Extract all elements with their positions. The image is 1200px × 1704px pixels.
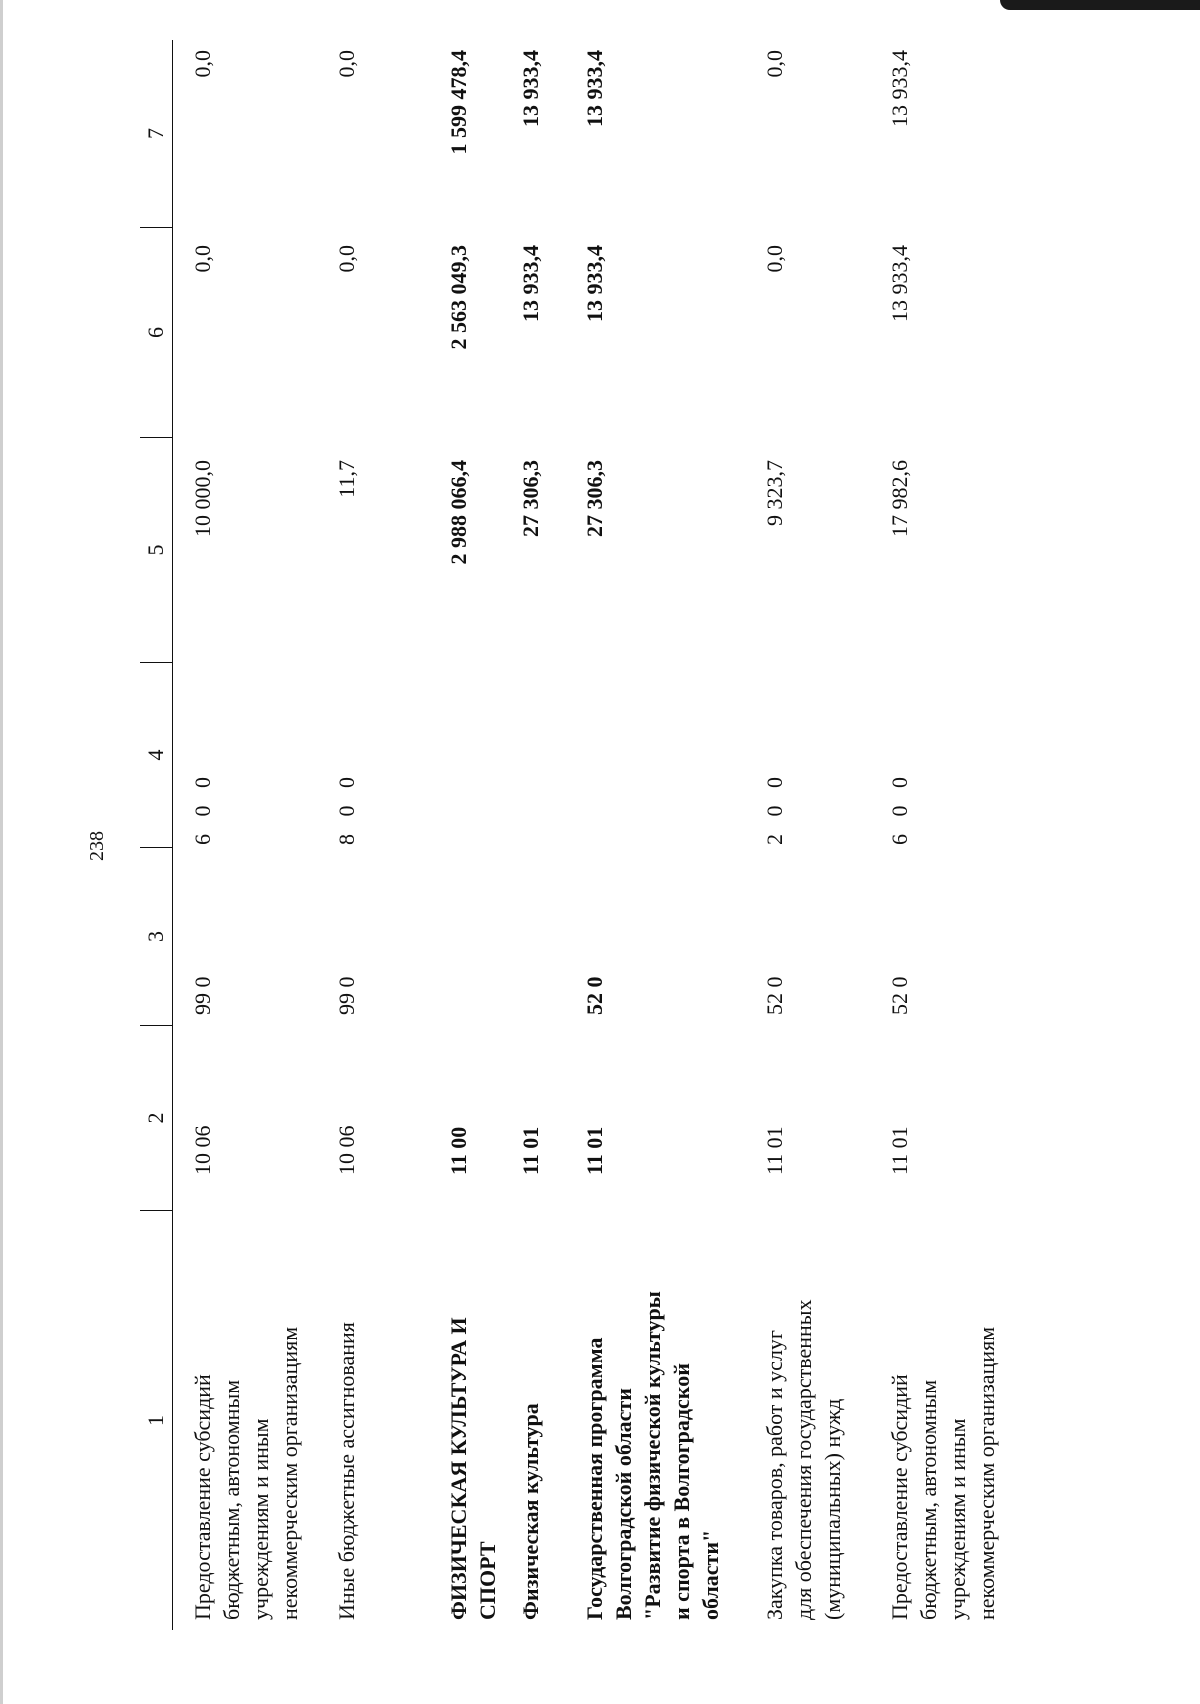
row-name: ФИЗИЧЕСКАЯ КУЛЬТУРА И СПОРТ bbox=[446, 1317, 500, 1620]
row-value-col7: 13 933,4 bbox=[887, 50, 912, 127]
row-section-code: 11 01 bbox=[887, 1126, 912, 1175]
row-section-code: 11 01 bbox=[518, 1126, 543, 1175]
row-section-code: 11 01 bbox=[582, 1126, 607, 1175]
row-value-col7: 0,0 bbox=[190, 50, 215, 78]
row-value-col5: 27 306,3 bbox=[582, 460, 607, 537]
row-value-col7: 1 599 478,4 bbox=[446, 50, 471, 155]
row-section-code: 11 00 bbox=[446, 1126, 471, 1175]
row-value-col7: 0,0 bbox=[334, 50, 359, 78]
row-expense-type: 2 0 0 bbox=[762, 771, 787, 845]
row-target-code: 99 0 bbox=[334, 976, 359, 1015]
row-name: Предоставление субсидий бюджетным, автономным учреждениям и иным некоммерческим организациям bbox=[887, 1326, 999, 1620]
page-number-text: 238 bbox=[86, 831, 108, 861]
header-col-5: 5 bbox=[140, 437, 172, 662]
row-name: Предоставление субсидий бюджетным, автономным учреждениям и иным некоммерческим организациям bbox=[190, 1326, 302, 1620]
row-expense-type: 6 0 0 bbox=[190, 771, 215, 845]
row-name: Закупка товаров, работ и услуг для обеспечения государственных (муниципальных) нужд bbox=[762, 1299, 845, 1620]
budget-table bbox=[140, 40, 1000, 1630]
scan-corner-mark bbox=[1000, 0, 1200, 10]
row-value-col6: 0,0 bbox=[334, 245, 359, 273]
row-value-col6: 13 933,4 bbox=[887, 245, 912, 322]
row-target-code: 52 0 bbox=[887, 976, 912, 1015]
row-value-col5: 27 306,3 bbox=[518, 460, 543, 537]
row-value-col5: 2 988 066,4 bbox=[446, 460, 471, 565]
header-col-2: 2 bbox=[140, 1025, 172, 1210]
row-value-col5: 10 000,0 bbox=[190, 460, 215, 537]
row-section-code: 10 06 bbox=[334, 1125, 359, 1175]
row-value-col6: 0,0 bbox=[762, 245, 787, 273]
row-value-col6: 2 563 049,3 bbox=[446, 245, 471, 350]
row-value-col5: 11,7 bbox=[334, 460, 359, 498]
scan-edge bbox=[0, 0, 3, 1704]
row-value-col7: 13 933,4 bbox=[582, 50, 607, 127]
row-value-col6: 13 933,4 bbox=[582, 245, 607, 322]
header-col-6: 6 bbox=[140, 227, 172, 437]
row-name: Физическая культура bbox=[518, 1403, 543, 1620]
row-target-code: 52 0 bbox=[762, 976, 787, 1015]
row-target-code: 52 0 bbox=[582, 976, 607, 1015]
row-value-col5: 17 982,6 bbox=[887, 460, 912, 537]
header-col-3: 3 bbox=[140, 847, 172, 1025]
row-value-col6: 0,0 bbox=[190, 245, 215, 273]
row-section-code: 11 01 bbox=[762, 1126, 787, 1175]
row-target-code: 99 0 bbox=[190, 976, 215, 1015]
row-value-col5: 9 323,7 bbox=[762, 460, 787, 526]
header-col-7: 7 bbox=[143, 128, 168, 139]
header-col-1: 1 bbox=[140, 1210, 172, 1630]
table-header bbox=[140, 40, 173, 1630]
row-name: Государственная программа Волгоградской области "Развитие физической культуры и спорта в Волгоградской области" bbox=[582, 1291, 723, 1620]
row-value-col7: 0,0 bbox=[762, 50, 787, 78]
row-expense-type: 8 0 0 bbox=[334, 771, 359, 845]
header-col-4: 4 bbox=[140, 662, 172, 847]
row-name: Иные бюджетные ассигнования bbox=[334, 1322, 359, 1620]
row-expense-type: 6 0 0 bbox=[887, 771, 912, 845]
row-value-col6: 13 933,4 bbox=[518, 245, 543, 322]
row-section-code: 10 06 bbox=[190, 1125, 215, 1175]
row-value-col7: 13 933,4 bbox=[518, 50, 543, 127]
